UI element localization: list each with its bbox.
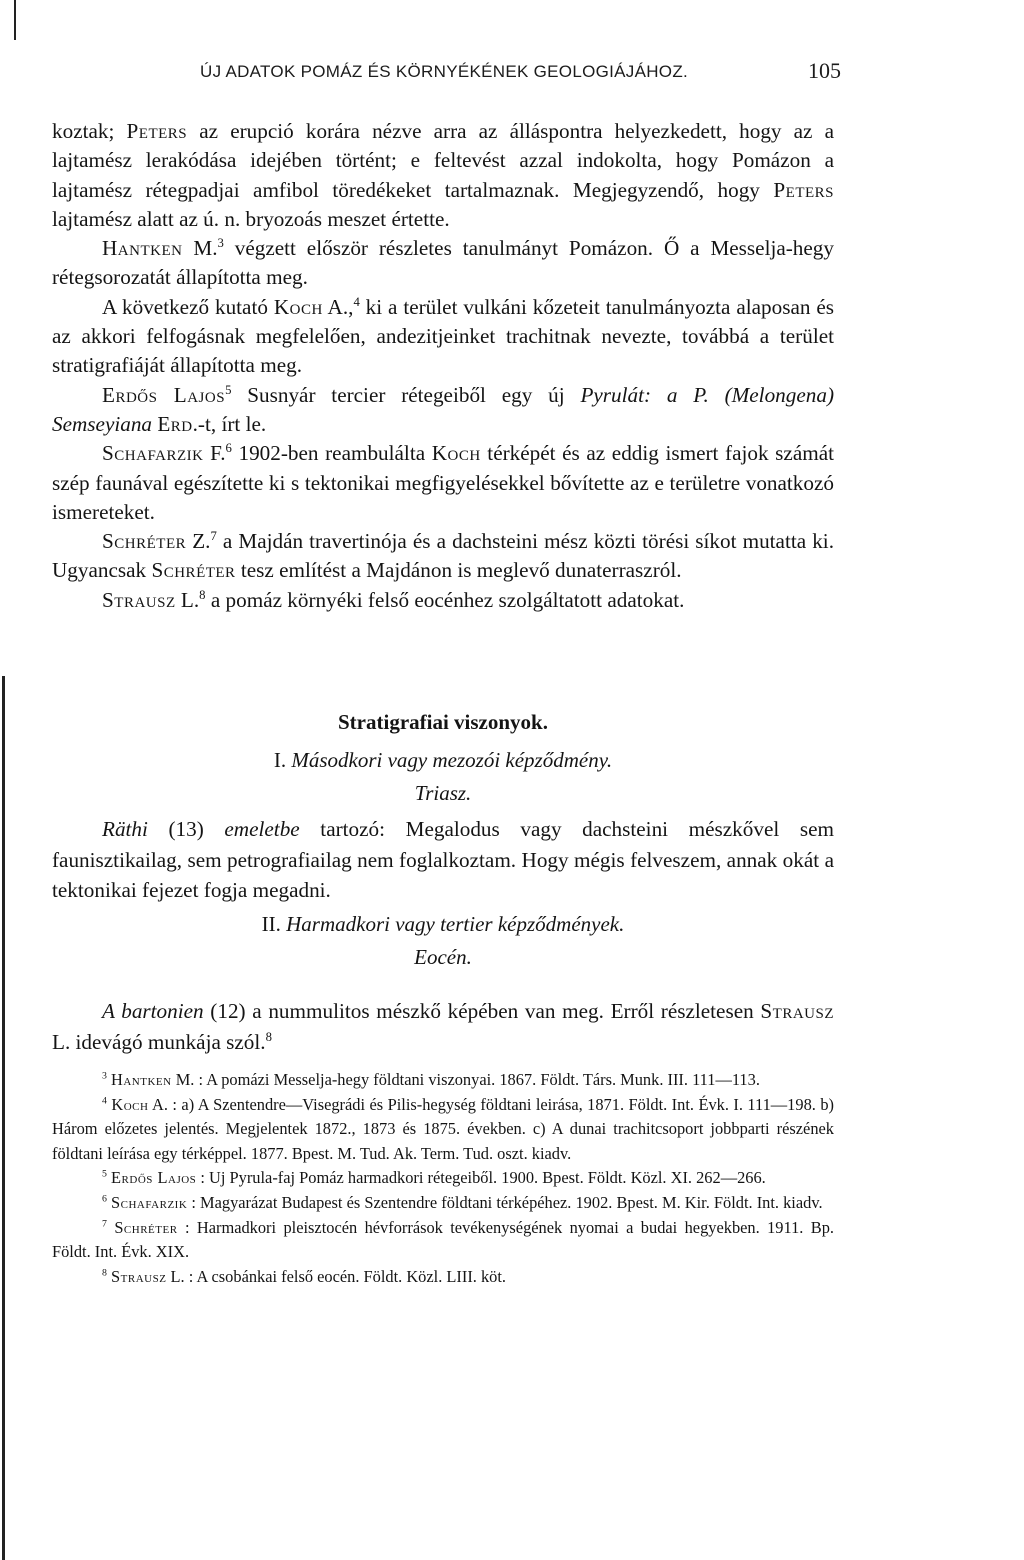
subsection-title: II. Harmadkori vagy tertier képződmények. (261, 912, 625, 936)
section-title: Stratigrafiai viszonyok. (338, 710, 548, 734)
trias-paragraph: Räthi (13) emeletbe tartozó: Megalodus vagy dachsteini mészkővel sem faunisztikailag, sem petrografiailag nem foglalkoztam. Hogy mégis felveszem, annak okát a tektonikai fejezet fogja megadni. (52, 817, 834, 902)
paragraph: Schréter Z.$^7$ a Majdán travertinója és a dachsteini mész közti törési síkot mutatta ki. Ugyancsak Schréter tesz említést a Majdánon is meglevő dunaterraszról. (52, 529, 834, 583)
paragraph: Erdős Lajos$^5$ Susnyár tercier rétegeiből egy új Pyrulát: a P. (Melongena) Semseyiana Erd.-t, írt le. (52, 382, 834, 436)
scan-edge-mark (2, 676, 5, 1560)
paragraph: Hantken M.$^3$ végzett először részletes tanulmányt Pomázon. Ő a Messelja-hegy rétegsorozatát állapította meg. (52, 236, 834, 290)
footnote: $^4$ Koch A. : a) A Szentendre—Visegrádi és Pilis-hegység földtani leirása, 1871. Földt. Int. Évk. I. 111—198. b) Három előzetes jelentés. Megjelentek 1872., 1873 és 1875. években. c) A dunai trachitcsoport jobbparti részének földtani leírása egy térképpel. 1877. Bpest. M. Tud. Ak. Term. Tud. oszt. kiadv. (52, 1094, 834, 1163)
paragraph: koztak; Peters az erupció korára nézve arra az álláspontra helyezkedett, hogy az a lajtamész lerakódása idejében történt; e feltevést azzal indokolta, hogy Pomázon a lajtamész rétegpadjai amfibol töredékeket tartalmaznak. Megjegyzendő, hogy Peters lajtamész alatt az ú. n. bryozoás meszet értette. (52, 119, 834, 231)
footnote: $^6$ Schafarzik : Magyarázat Budapest és Szentendre földtani térképéhez. 1902. Bpest. M. Kir. Földt. Int. kiadv. (102, 1192, 823, 1212)
intro-text (52, 117, 834, 615)
running-header: ÚJ ADATOK POMÁZ ÉS KÖRNYÉKÉNEK GEOLOGIÁJÁHOZ. (200, 62, 689, 81)
paragraph: A következő kutató Koch A.,$^4$ ki a terület vulkáni kőzeteit tanulmányozta alaposan és az akkori felfogásnak megfelelően, andezitjeinket trachitnak nevezte, továbbá a terület stratigrafiáját állapította meg. (52, 294, 834, 378)
subsection-subtitle: Eocén. (414, 945, 472, 969)
footnote: $^7$ Schréter : Harmadkori pleisztocén hévforrások tevékenységének nyomai a budai hegyekben. 1911. Bp. Földt. Int. Évk. XIX. (52, 1217, 834, 1262)
footnotes (52, 1068, 834, 1289)
footnote: $^8$ Strausz L. : A csobánkai felső eocén. Földt. Közl. LIII. köt. (102, 1266, 507, 1286)
scan-edge-mark (14, 0, 16, 40)
subsection-title: I. Másodkori vagy mezozói képződmény. (273, 748, 613, 772)
subsection-subtitle: Triasz. (414, 781, 472, 805)
footnote: $^3$ Hantken M. : A pomázi Messelja-hegy földtani viszonyai. 1867. Földt. Társ. Munk. III. 111—113. (102, 1070, 760, 1089)
paragraph: Schafarzik F.$^6$ 1902-ben reambulálta Koch térképét és az eddig ismert fajok számát szép faunával egészítette ki s tektonikai megfigyelésekkel bővítette az e területre vonatkozó ismereteket. (52, 441, 835, 524)
page-number: 105 (808, 58, 841, 83)
paragraph: Strausz L.$^8$ a pomáz környéki felső eocénhez szolgáltatott adatokat. (102, 587, 685, 612)
footnote: $^5$ Erdős Lajos : Uj Pyrula-faj Pomáz harmadkori rétegeiből. 1900. Bpest. Földt. Közl. XI. 262—266. (102, 1168, 766, 1188)
eocen-paragraph: A bartonien (12) a nummulitos mészkő képében van meg. Erről részletesen Strausz L. idevágó munkája szól.$^8$ (52, 999, 834, 1054)
